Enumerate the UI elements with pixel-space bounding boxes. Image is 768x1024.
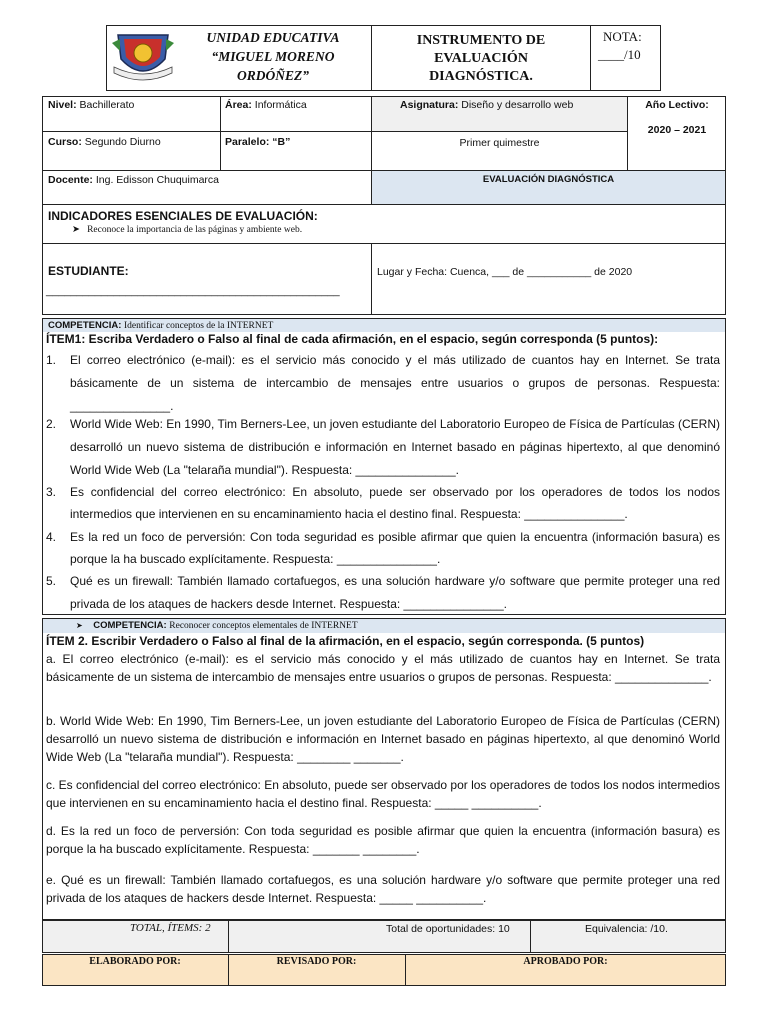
school-logo: [110, 29, 176, 85]
q2-text: World Wide Web: En 1990, Tim Berners-Lee, un joven estudiante del Laboratorio Europeo de Física de Partículas (CERN) desarrolló un nuevo sistema de distribución e información en Internet basado en páginas hipertexto, al que denominó World Wide Web (La "telaraña mundial"). Respuesta: _______________.: [70, 417, 720, 477]
indicadores-title: INDICADORES ESENCIALES DE EVALUACIÓN:: [48, 209, 318, 223]
eval-label: EVALUACIÓN DIAGNÓSTICA: [482, 174, 615, 185]
q3-text: Es confidencial del correo electrónico: En absoluto, puede ser observado por los operadores de todos los nodos intermedios que intervienen en su encaminamiento hacia el destino final. Respuesta: _______________.: [70, 485, 720, 521]
nivel-value: Bachillerato: [79, 99, 135, 111]
docente-field: [48, 174, 219, 186]
instrument-line-1: INSTRUMENTO DE: [416, 33, 546, 48]
item2-b: b. World Wide Web: En 1990, Tim Berners-Lee, un joven estudiante del Laboratorio Europeo de Física de Partículas (CERN) desarrolló un nuevo sistema de distribución e información en Internet basado en páginas hipertexto, al que denominó World Wide Web (La "telaraña mundial"). Respuesta: ________ _______.: [46, 714, 720, 764]
instrument-line-3: DIAGNÓSTICA.: [429, 69, 533, 84]
rule: [371, 96, 372, 204]
rule: [42, 204, 726, 205]
estudiante-line[interactable]: ________________________________________________: [46, 285, 340, 297]
paralelo-value: “B”: [272, 136, 291, 148]
item2-c: c. Es confidencial del correo electrónico: En absoluto, puede ser observado por los operadores de todos los nodos intermedios que intervienen en su encaminamiento hacia el destino final. Respuesta: _____ __________.: [46, 778, 720, 810]
docente-label: Docente:: [48, 174, 93, 186]
lugar-fecha[interactable]: Lugar y Fecha: Cuenca, ___ de ___________ de 2020: [377, 266, 633, 278]
curso-label: Curso:: [48, 136, 82, 148]
item2-a: a. El correo electrónico (e-mail): es el servicio más conocido y el más utilizado de cuantos hay en Internet. Se trata básicamente de un sistema de intercambio de mensajes entre usuarios o grupos de personas. Respuesta: ______________.: [46, 652, 720, 684]
item1-q4: [46, 526, 720, 570]
rule: [627, 96, 628, 170]
rule: [530, 920, 531, 953]
nivel-field: [48, 99, 134, 111]
q3-number: 3.: [46, 485, 57, 499]
rule: [220, 96, 221, 170]
item1-q1: [46, 349, 720, 418]
q1-text: El correo electrónico (e-mail): es el servicio más conocido y el más utilizado de cuantos hay en Internet. Se trata básicamente de un sistema de intercambio de mensajes entre usuarios o grupos de personas. Respuesta: _______________.: [70, 353, 720, 413]
item2-competencia-label: COMPETENCIA:: [93, 620, 167, 631]
item1-competencia-text: Identificar conceptos de la INTERNET: [124, 321, 274, 331]
instrument-title: [372, 32, 590, 86]
item1-q3: [46, 481, 720, 525]
item1-competencia-label: COMPETENCIA:: [48, 320, 122, 331]
total-items: TOTAL, ÍTEMS: 2: [130, 922, 211, 934]
q4-number: 4.: [46, 530, 57, 544]
nota-label: NOTA:: [603, 29, 642, 44]
estudiante-label: ESTUDIANTE:: [48, 264, 129, 278]
area-label: Área:: [225, 99, 252, 111]
item1-q5: [46, 570, 720, 616]
item1-q2: [46, 413, 720, 482]
nota-box: [598, 28, 658, 64]
rule: [42, 131, 627, 132]
school-line-3: ORDÓÑEZ”: [236, 68, 309, 83]
school-line-2: “MIGUEL MORENO: [211, 49, 335, 64]
item1-competencia: [48, 320, 273, 331]
indicador-item: [72, 224, 302, 235]
q4-text: Es la red un foco de perversión: Con toda seguridad es posible afirmar que quien la encuentra (información basura) es porque la ha buscado explícitamente. Respuesta: _______________.: [70, 530, 720, 566]
item1-title: ÍTEM1: Escriba Verdadero o Falso al final de cada afirmación, en el espacio, según corresponda (5 puntos):: [46, 332, 659, 346]
curso-value: Segundo Diurno: [84, 136, 161, 148]
q2-number: 2.: [46, 417, 57, 431]
aprobado-label: APROBADO POR:: [523, 956, 608, 967]
indicador-text: Reconoce la importancia de las páginas y ambiente web.: [87, 225, 303, 235]
paralelo-field: [225, 136, 290, 148]
school-line-1: UNIDAD EDUCATIVA: [206, 30, 340, 45]
q1-number: 1.: [46, 353, 57, 367]
q5-text: Qué es un firewall: También llamado cortafuegos, es una solución hardware y/o software que permite proteger una red privada de los ataques de hackers desde Internet. Respuesta: _______________.: [70, 574, 720, 611]
arrow-bullet-icon: ➤: [72, 225, 80, 235]
equivalencia: Equivalencia: /10.: [585, 923, 668, 935]
paralelo-label: Paralelo:: [225, 136, 270, 148]
rule: [228, 920, 229, 953]
header-divider-2: [590, 25, 591, 91]
anio-label: Año Lectivo:: [645, 99, 709, 111]
rule: [371, 243, 372, 315]
item2-e: e. Qué es un firewall: También llamado cortafuegos, es una solución hardware y/o software que permite proteger una red privada de los ataques de hackers desde Internet. Respuesta: _____ __________.: [46, 873, 720, 905]
anio-value: 2020 – 2021: [647, 124, 707, 136]
curso-field: [48, 136, 161, 148]
item2-title: ÍTEM 2. Escribir Verdadero o Falso al final de la afirmación, en el espacio, según corresponda. (5 puntos): [46, 634, 645, 648]
anio-field: [630, 99, 724, 111]
item2-competencia-text: Reconocer conceptos elementales de INTERNET: [169, 621, 358, 631]
elaborado-label: ELABORADO POR:: [89, 956, 181, 967]
q5-number: 5.: [46, 574, 57, 588]
area-value: Informática: [254, 99, 307, 111]
school-name: [178, 28, 368, 85]
area-field: [225, 99, 307, 111]
total-oportunidades: Total de oportunidades: 10: [386, 923, 510, 935]
instrument-line-2: EVALUACIÓN: [434, 51, 528, 66]
nivel-label: Nivel:: [48, 99, 77, 111]
docente-value: Ing. Edisson Chuquimarca: [95, 174, 220, 186]
asignatura-field: [400, 99, 573, 111]
asignatura-value: Diseño y desarrollo web: [461, 99, 574, 111]
rule: [42, 243, 726, 244]
quimestre: Primer quimestre: [459, 137, 540, 149]
item2-competencia: [76, 620, 358, 631]
asignatura-label: Asignatura:: [400, 99, 459, 111]
rule: [42, 170, 726, 171]
item2-d: d. Es la red un foco de perversión: Con toda seguridad es posible afirmar que quien la encuentra (información basura) es porque la ha buscado explícitamente. Respuesta: _______ ________.: [46, 824, 720, 856]
revisado-label: REVISADO POR:: [276, 956, 357, 967]
arrow-bullet-icon: ➤: [76, 621, 83, 630]
nota-value[interactable]: ____/10: [598, 47, 641, 62]
